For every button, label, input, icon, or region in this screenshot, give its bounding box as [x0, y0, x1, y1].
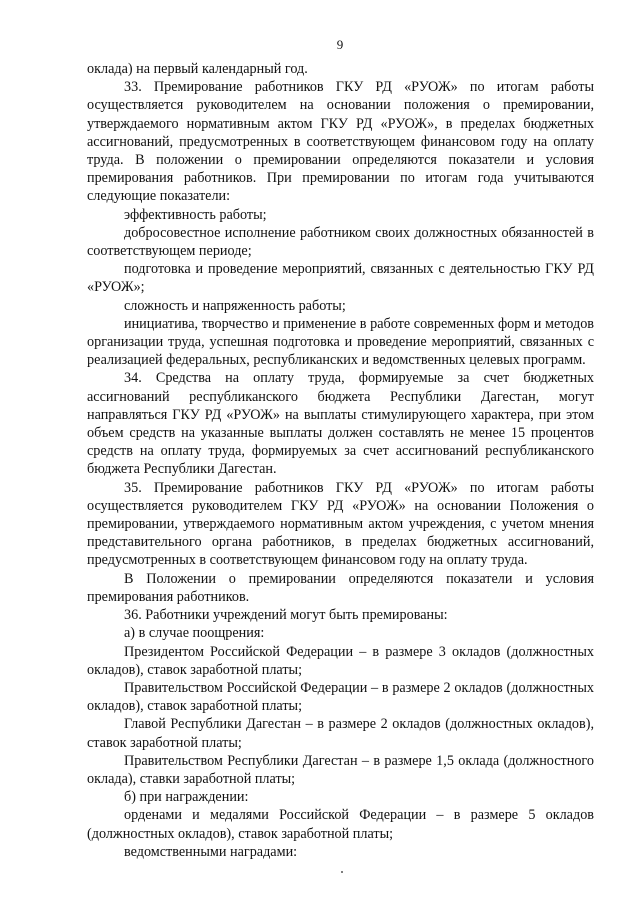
paragraph-36: 36. Работники учреждений могут быть премированы:: [124, 607, 448, 624]
subitem-b: б) при награждении:: [124, 789, 249, 806]
paragraph-bonus-regulation: В Положении о премировании определяются показатели и условия премирования работников.: [87, 570, 594, 605]
list-item-president: Президентом Российской Федерации – в размере 3 окладов (должностных окладов), ставок заработной платы;: [87, 643, 594, 678]
page-number: 9: [336, 37, 344, 52]
list-item-efficiency: эффективность работы;: [124, 206, 267, 223]
list-item-diligence: добросовестное исполнение работником своих должностных обязанностей в соответствующем периоде;: [87, 224, 594, 260]
paragraph-33: 33. Премирование работников ГКУ РД «РУОЖ» по итогам работы осуществляется руководителем на основании положения о премировании, утверждаемого нормативным актом ГКУ РД «РУОЖ», в пределах бюджетных ассигнований, предусмотренных в соответствующем финансовом году на оплату труда. В положении о премировании определяются показатели и условия премирования работников. При премировании по итогам года учитываются следующие показатели:: [87, 79, 594, 205]
paragraph-34: 34. Средства на оплату труда, формируемые за счет бюджетных ассигнований республиканского бюджета Республики Дагестан, могут направляться ГКУ РД «РУОЖ» на выплаты стимулирующего характера, при этом объем средств на указанные выплаты должен составлять не менее 15 процентов средств на оплату труда, формируемых за счет ассигнований республиканского бюджета Республики Дагестан.: [87, 370, 594, 478]
list-item-events: подготовка и проведение мероприятий, связанных с деятельностью ГКУ РД «РУОЖ»;: [87, 261, 594, 296]
scan-speck: [341, 871, 343, 873]
list-item-head-dagestan: Главой Республики Дагестан – в размере 2 окладов (должностных окладов), ставок заработной платы;: [87, 716, 594, 751]
paragraph-35: 35. Премирование работников ГКУ РД «РУОЖ» по итогам работы осуществляется руководителем ГКУ РД «РУОЖ» на основании Положения о премировании, утверждаемого нормативным актом учреждения, с учетом мнения представительного органа работников, в пределах бюджетных ассигнований, предусмотренных в соответствующем финансовом году на оплату труда.: [87, 479, 594, 569]
document-body: [87, 60, 594, 861]
paragraph-continuation: оклада) на первый календарный год.: [87, 61, 308, 77]
list-item-government-rf: Правительством Российской Федерации – в размере 2 окладов (должностных окладов), ставок заработной платы;: [87, 679, 594, 715]
list-item-orders-medals: орденами и медалями Российской Федерации – в размере 5 окладов (должностных окладов), ставок заработной платы;: [87, 807, 594, 842]
list-item-complexity: сложность и напряженность работы;: [124, 297, 346, 314]
list-item-departmental-awards: ведомственными наградами:: [124, 843, 298, 860]
subitem-a: а) в случае поощрения:: [124, 625, 265, 642]
list-item-government-dagestan: Правительством Республики Дагестан – в размере 1,5 оклада (должностного оклада), ставки заработной платы;: [87, 752, 594, 787]
list-item-initiative: инициатива, творчество и применение в работе современных форм и методов организации труда, успешная подготовка и проведение мероприятий, связанных с реализацией федеральных, республиканских и ведомственных целевых программ.: [87, 315, 594, 369]
